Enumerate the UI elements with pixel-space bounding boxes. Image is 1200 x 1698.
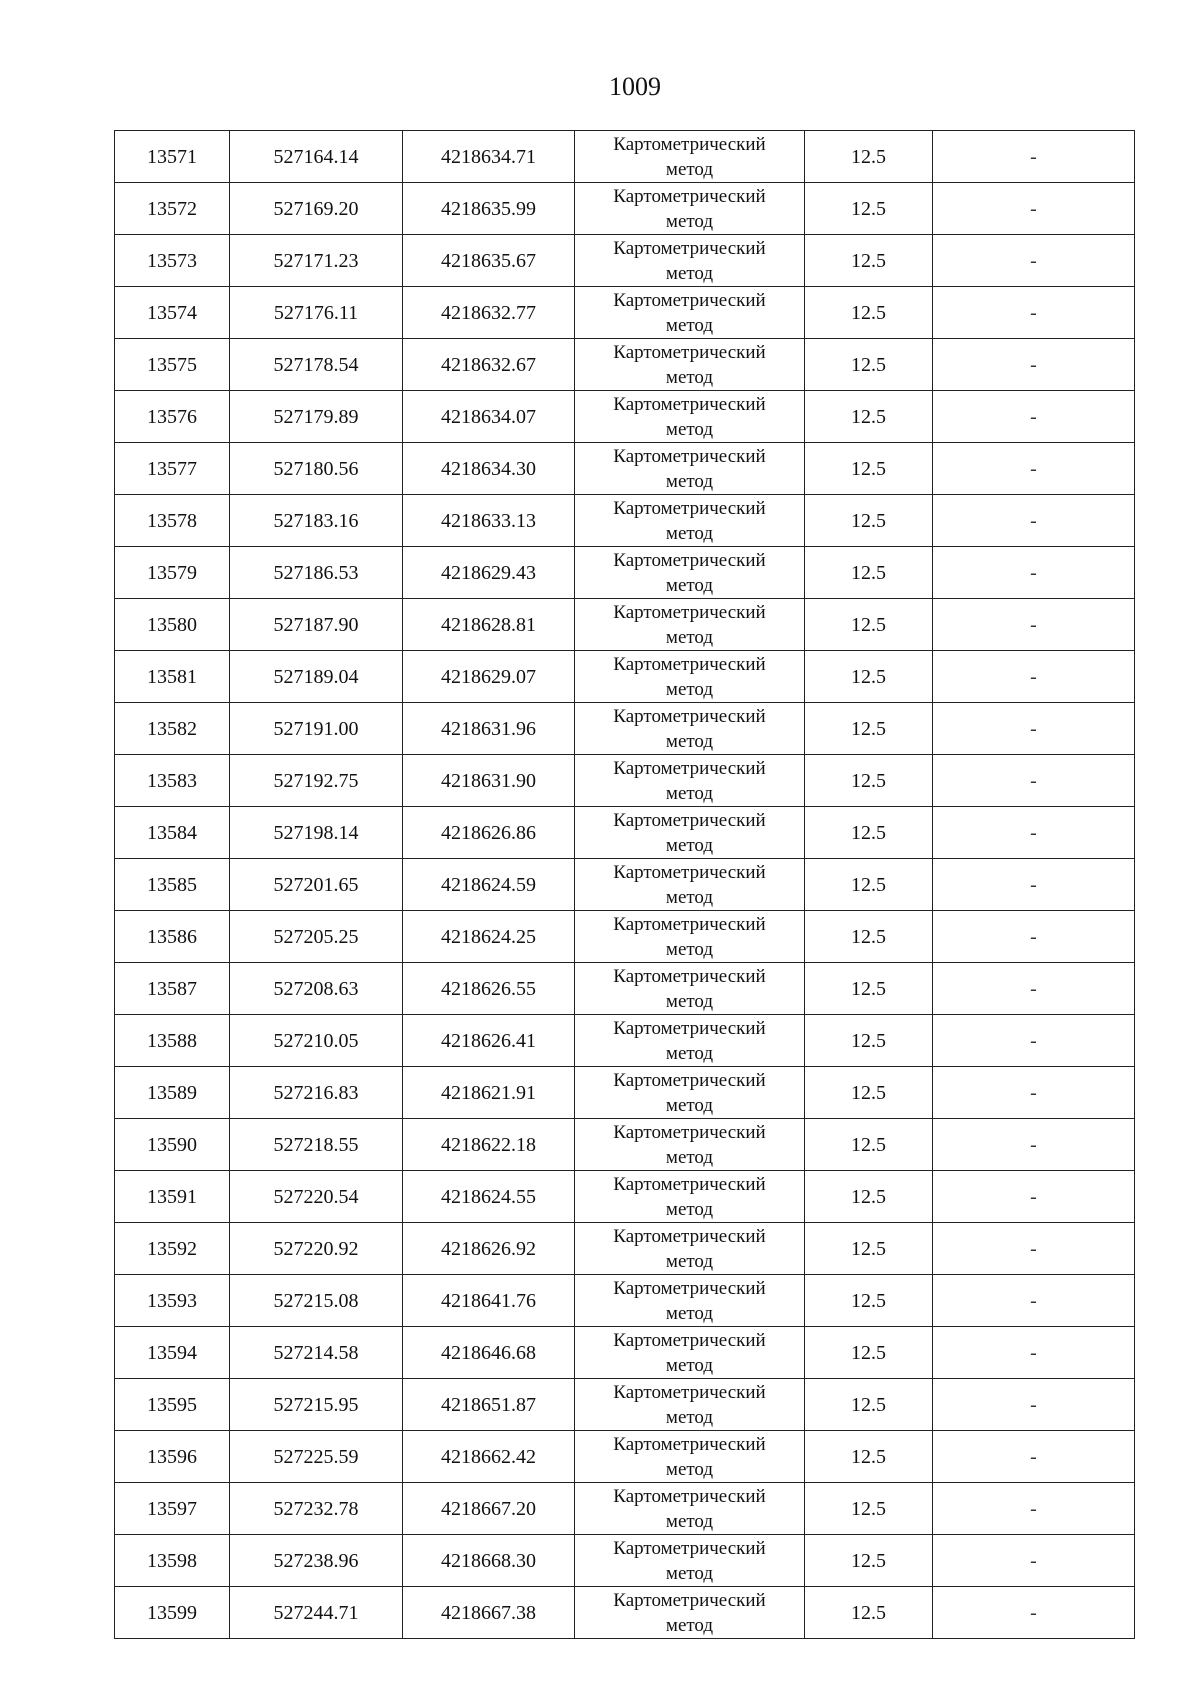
point-id-cell: 13598 <box>115 1535 230 1587</box>
table-row <box>115 235 1135 287</box>
y-coordinate-cell: 4218629.07 <box>403 651 575 703</box>
y-coordinate-cell: 4218626.86 <box>403 807 575 859</box>
note-cell: - <box>933 131 1135 183</box>
y-coordinate-cell: 4218646.68 <box>403 1327 575 1379</box>
y-coordinate-cell: 4218624.59 <box>403 859 575 911</box>
y-coordinate-cell: 4218631.90 <box>403 755 575 807</box>
note-cell: - <box>933 1379 1135 1431</box>
table-row <box>115 1223 1135 1275</box>
table-row <box>115 391 1135 443</box>
x-coordinate-cell: 527210.05 <box>230 1015 403 1067</box>
method-line-2: метод <box>665 418 714 440</box>
point-id-cell: 13573 <box>115 235 230 287</box>
table-row <box>115 1483 1135 1535</box>
method-line-1: Картометрический <box>613 809 766 831</box>
note-cell: - <box>933 1431 1135 1483</box>
point-id-cell: 13582 <box>115 703 230 755</box>
method-line-1: Картометрический <box>613 393 766 415</box>
method-line-1: Картометрический <box>613 861 766 883</box>
method-line-1: Картометрический <box>613 601 766 623</box>
method-cell <box>575 1275 805 1327</box>
x-coordinate-cell: 527191.00 <box>230 703 403 755</box>
point-id-cell: 13584 <box>115 807 230 859</box>
method-line-2: метод <box>665 730 714 752</box>
method-line-2: метод <box>665 1510 714 1532</box>
accuracy-cell: 12.5 <box>805 1015 933 1067</box>
method-cell <box>575 183 805 235</box>
method-cell <box>575 1483 805 1535</box>
method-line-2: метод <box>665 1198 714 1220</box>
point-id-cell: 13593 <box>115 1275 230 1327</box>
y-coordinate-cell: 4218622.18 <box>403 1119 575 1171</box>
note-cell: - <box>933 235 1135 287</box>
accuracy-cell: 12.5 <box>805 443 933 495</box>
table-row <box>115 911 1135 963</box>
accuracy-cell: 12.5 <box>805 911 933 963</box>
method-cell <box>575 1431 805 1483</box>
y-coordinate-cell: 4218634.07 <box>403 391 575 443</box>
accuracy-cell: 12.5 <box>805 807 933 859</box>
method-line-2: метод <box>665 886 714 908</box>
method-cell <box>575 911 805 963</box>
x-coordinate-cell: 527183.16 <box>230 495 403 547</box>
accuracy-cell: 12.5 <box>805 1327 933 1379</box>
x-coordinate-cell: 527244.71 <box>230 1587 403 1639</box>
method-cell <box>575 1171 805 1223</box>
y-coordinate-cell: 4218667.20 <box>403 1483 575 1535</box>
accuracy-cell: 12.5 <box>805 651 933 703</box>
method-line-2: метод <box>665 366 714 388</box>
note-cell: - <box>933 599 1135 651</box>
point-id-cell: 13586 <box>115 911 230 963</box>
accuracy-cell: 12.5 <box>805 859 933 911</box>
method-cell <box>575 1119 805 1171</box>
method-cell <box>575 287 805 339</box>
page-number: 1009 <box>609 72 661 101</box>
method-cell <box>575 391 805 443</box>
coordinates-table <box>114 130 1135 1639</box>
y-coordinate-cell: 4218635.67 <box>403 235 575 287</box>
accuracy-cell: 12.5 <box>805 1275 933 1327</box>
note-cell: - <box>933 1171 1135 1223</box>
point-id-cell: 13599 <box>115 1587 230 1639</box>
table-row <box>115 1067 1135 1119</box>
x-coordinate-cell: 527215.08 <box>230 1275 403 1327</box>
y-coordinate-cell: 4218628.81 <box>403 599 575 651</box>
method-line-1: Картометрический <box>613 1537 766 1559</box>
table-row <box>115 651 1135 703</box>
y-coordinate-cell: 4218667.38 <box>403 1587 575 1639</box>
method-cell <box>575 443 805 495</box>
x-coordinate-cell: 527225.59 <box>230 1431 403 1483</box>
method-line-2: метод <box>665 314 714 336</box>
method-cell <box>575 1379 805 1431</box>
table-row <box>115 443 1135 495</box>
method-line-2: метод <box>665 522 714 544</box>
x-coordinate-cell: 527171.23 <box>230 235 403 287</box>
y-coordinate-cell: 4218632.77 <box>403 287 575 339</box>
note-cell: - <box>933 495 1135 547</box>
point-id-cell: 13575 <box>115 339 230 391</box>
table-body <box>115 131 1135 1639</box>
method-line-2: метод <box>665 574 714 596</box>
method-line-2: метод <box>665 1458 714 1480</box>
method-line-1: Картометрический <box>613 705 766 727</box>
table-row <box>115 495 1135 547</box>
x-coordinate-cell: 527198.14 <box>230 807 403 859</box>
x-coordinate-cell: 527164.14 <box>230 131 403 183</box>
method-cell <box>575 1327 805 1379</box>
accuracy-cell: 12.5 <box>805 183 933 235</box>
note-cell: - <box>933 1067 1135 1119</box>
method-line-1: Картометрический <box>613 1589 766 1611</box>
x-coordinate-cell: 527186.53 <box>230 547 403 599</box>
table-row <box>115 1535 1135 1587</box>
x-coordinate-cell: 527218.55 <box>230 1119 403 1171</box>
point-id-cell: 13576 <box>115 391 230 443</box>
method-line-2: метод <box>665 834 714 856</box>
accuracy-cell: 12.5 <box>805 287 933 339</box>
y-coordinate-cell: 4218641.76 <box>403 1275 575 1327</box>
note-cell: - <box>933 183 1135 235</box>
table-row <box>115 1587 1135 1639</box>
method-line-1: Картометрический <box>613 913 766 935</box>
table-row <box>115 1431 1135 1483</box>
method-cell <box>575 1067 805 1119</box>
table-row <box>115 1171 1135 1223</box>
note-cell: - <box>933 1015 1135 1067</box>
method-cell <box>575 1223 805 1275</box>
method-cell <box>575 1587 805 1639</box>
method-line-2: метод <box>665 262 714 284</box>
table-row <box>115 1275 1135 1327</box>
x-coordinate-cell: 527216.83 <box>230 1067 403 1119</box>
point-id-cell: 13578 <box>115 495 230 547</box>
method-cell <box>575 963 805 1015</box>
note-cell: - <box>933 703 1135 755</box>
point-id-cell: 13574 <box>115 287 230 339</box>
note-cell: - <box>933 287 1135 339</box>
y-coordinate-cell: 4218634.30 <box>403 443 575 495</box>
accuracy-cell: 12.5 <box>805 599 933 651</box>
point-id-cell: 13577 <box>115 443 230 495</box>
accuracy-cell: 12.5 <box>805 1171 933 1223</box>
point-id-cell: 13594 <box>115 1327 230 1379</box>
method-line-2: метод <box>665 1042 714 1064</box>
x-coordinate-cell: 527179.89 <box>230 391 403 443</box>
table-row <box>115 1015 1135 1067</box>
method-line-2: метод <box>665 990 714 1012</box>
method-line-1: Картометрический <box>613 185 766 207</box>
note-cell: - <box>933 807 1135 859</box>
method-cell <box>575 599 805 651</box>
note-cell: - <box>933 859 1135 911</box>
method-line-1: Картометрический <box>613 757 766 779</box>
y-coordinate-cell: 4218624.25 <box>403 911 575 963</box>
y-coordinate-cell: 4218668.30 <box>403 1535 575 1587</box>
method-line-2: метод <box>665 470 714 492</box>
accuracy-cell: 12.5 <box>805 703 933 755</box>
point-id-cell: 13580 <box>115 599 230 651</box>
note-cell: - <box>933 547 1135 599</box>
x-coordinate-cell: 527169.20 <box>230 183 403 235</box>
method-line-1: Картометрический <box>613 133 766 155</box>
table-row <box>115 183 1135 235</box>
point-id-cell: 13572 <box>115 183 230 235</box>
method-line-2: метод <box>665 678 714 700</box>
y-coordinate-cell: 4218662.42 <box>403 1431 575 1483</box>
y-coordinate-cell: 4218626.41 <box>403 1015 575 1067</box>
y-coordinate-cell: 4218634.71 <box>403 131 575 183</box>
method-cell <box>575 339 805 391</box>
method-line-2: метод <box>665 1094 714 1116</box>
point-id-cell: 13587 <box>115 963 230 1015</box>
accuracy-cell: 12.5 <box>805 1535 933 1587</box>
method-line-2: метод <box>665 938 714 960</box>
accuracy-cell: 12.5 <box>805 755 933 807</box>
method-cell <box>575 131 805 183</box>
y-coordinate-cell: 4218626.55 <box>403 963 575 1015</box>
method-cell <box>575 495 805 547</box>
accuracy-cell: 12.5 <box>805 1379 933 1431</box>
method-line-2: метод <box>665 782 714 804</box>
method-line-1: Картометрический <box>613 497 766 519</box>
note-cell: - <box>933 443 1135 495</box>
method-line-1: Картометрический <box>613 653 766 675</box>
accuracy-cell: 12.5 <box>805 495 933 547</box>
point-id-cell: 13590 <box>115 1119 230 1171</box>
method-line-1: Картометрический <box>613 1121 766 1143</box>
method-cell <box>575 807 805 859</box>
method-line-1: Картометрический <box>613 1329 766 1351</box>
accuracy-cell: 12.5 <box>805 1587 933 1639</box>
method-line-1: Картометрический <box>613 1485 766 1507</box>
table-row <box>115 703 1135 755</box>
accuracy-cell: 12.5 <box>805 235 933 287</box>
note-cell: - <box>933 1275 1135 1327</box>
method-line-2: метод <box>665 1302 714 1324</box>
method-cell <box>575 755 805 807</box>
note-cell: - <box>933 963 1135 1015</box>
method-line-2: метод <box>665 1146 714 1168</box>
note-cell: - <box>933 1223 1135 1275</box>
method-line-1: Картометрический <box>613 289 766 311</box>
x-coordinate-cell: 527232.78 <box>230 1483 403 1535</box>
x-coordinate-cell: 527201.65 <box>230 859 403 911</box>
point-id-cell: 13585 <box>115 859 230 911</box>
method-cell <box>575 1015 805 1067</box>
note-cell: - <box>933 339 1135 391</box>
x-coordinate-cell: 527215.95 <box>230 1379 403 1431</box>
accuracy-cell: 12.5 <box>805 1067 933 1119</box>
x-coordinate-cell: 527192.75 <box>230 755 403 807</box>
x-coordinate-cell: 527205.25 <box>230 911 403 963</box>
method-line-2: метод <box>665 1354 714 1376</box>
table-row <box>115 859 1135 911</box>
note-cell: - <box>933 1327 1135 1379</box>
method-line-1: Картометрический <box>613 549 766 571</box>
accuracy-cell: 12.5 <box>805 131 933 183</box>
method-line-2: метод <box>665 1562 714 1584</box>
method-line-1: Картометрический <box>613 1225 766 1247</box>
point-id-cell: 13581 <box>115 651 230 703</box>
note-cell: - <box>933 391 1135 443</box>
accuracy-cell: 12.5 <box>805 391 933 443</box>
method-cell <box>575 651 805 703</box>
table-row <box>115 287 1135 339</box>
y-coordinate-cell: 4218626.92 <box>403 1223 575 1275</box>
x-coordinate-cell: 527220.92 <box>230 1223 403 1275</box>
accuracy-cell: 12.5 <box>805 963 933 1015</box>
y-coordinate-cell: 4218629.43 <box>403 547 575 599</box>
x-coordinate-cell: 527189.04 <box>230 651 403 703</box>
x-coordinate-cell: 527178.54 <box>230 339 403 391</box>
table-row <box>115 1119 1135 1171</box>
point-id-cell: 13592 <box>115 1223 230 1275</box>
table-row <box>115 547 1135 599</box>
method-cell <box>575 703 805 755</box>
method-cell <box>575 1535 805 1587</box>
accuracy-cell: 12.5 <box>805 547 933 599</box>
accuracy-cell: 12.5 <box>805 1483 933 1535</box>
table-row <box>115 131 1135 183</box>
method-line-2: метод <box>665 210 714 232</box>
point-id-cell: 13571 <box>115 131 230 183</box>
y-coordinate-cell: 4218631.96 <box>403 703 575 755</box>
table-row <box>115 599 1135 651</box>
method-line-2: метод <box>665 1250 714 1272</box>
point-id-cell: 13579 <box>115 547 230 599</box>
note-cell: - <box>933 1483 1135 1535</box>
x-coordinate-cell: 527180.56 <box>230 443 403 495</box>
x-coordinate-cell: 527176.11 <box>230 287 403 339</box>
accuracy-cell: 12.5 <box>805 1431 933 1483</box>
table-row <box>115 755 1135 807</box>
method-line-2: метод <box>665 1406 714 1428</box>
point-id-cell: 13596 <box>115 1431 230 1483</box>
method-line-1: Картометрический <box>613 341 766 363</box>
table-row <box>115 963 1135 1015</box>
x-coordinate-cell: 527187.90 <box>230 599 403 651</box>
note-cell: - <box>933 1119 1135 1171</box>
method-cell <box>575 859 805 911</box>
method-line-1: Картометрический <box>613 1069 766 1091</box>
point-id-cell: 13589 <box>115 1067 230 1119</box>
point-id-cell: 13591 <box>115 1171 230 1223</box>
point-id-cell: 13588 <box>115 1015 230 1067</box>
note-cell: - <box>933 1587 1135 1639</box>
point-id-cell: 13583 <box>115 755 230 807</box>
method-line-1: Картометрический <box>613 445 766 467</box>
x-coordinate-cell: 527208.63 <box>230 963 403 1015</box>
method-line-2: метод <box>665 626 714 648</box>
method-line-2: метод <box>665 158 714 180</box>
table-row <box>115 1327 1135 1379</box>
note-cell: - <box>933 755 1135 807</box>
point-id-cell: 13597 <box>115 1483 230 1535</box>
y-coordinate-cell: 4218633.13 <box>403 495 575 547</box>
table-row <box>115 807 1135 859</box>
method-line-2: метод <box>665 1614 714 1636</box>
method-line-1: Картометрический <box>613 1277 766 1299</box>
x-coordinate-cell: 527238.96 <box>230 1535 403 1587</box>
accuracy-cell: 12.5 <box>805 1119 933 1171</box>
y-coordinate-cell: 4218635.99 <box>403 183 575 235</box>
note-cell: - <box>933 651 1135 703</box>
accuracy-cell: 12.5 <box>805 339 933 391</box>
method-cell <box>575 547 805 599</box>
method-line-1: Картометрический <box>613 1381 766 1403</box>
table-row <box>115 339 1135 391</box>
table-row <box>115 1379 1135 1431</box>
x-coordinate-cell: 527214.58 <box>230 1327 403 1379</box>
method-line-1: Картометрический <box>613 1173 766 1195</box>
y-coordinate-cell: 4218632.67 <box>403 339 575 391</box>
method-line-1: Картометрический <box>613 237 766 259</box>
accuracy-cell: 12.5 <box>805 1223 933 1275</box>
y-coordinate-cell: 4218624.55 <box>403 1171 575 1223</box>
y-coordinate-cell: 4218651.87 <box>403 1379 575 1431</box>
y-coordinate-cell: 4218621.91 <box>403 1067 575 1119</box>
method-cell <box>575 235 805 287</box>
point-id-cell: 13595 <box>115 1379 230 1431</box>
method-line-1: Картометрический <box>613 1433 766 1455</box>
note-cell: - <box>933 1535 1135 1587</box>
method-line-1: Картометрический <box>613 1017 766 1039</box>
note-cell: - <box>933 911 1135 963</box>
x-coordinate-cell: 527220.54 <box>230 1171 403 1223</box>
method-line-1: Картометрический <box>613 965 766 987</box>
